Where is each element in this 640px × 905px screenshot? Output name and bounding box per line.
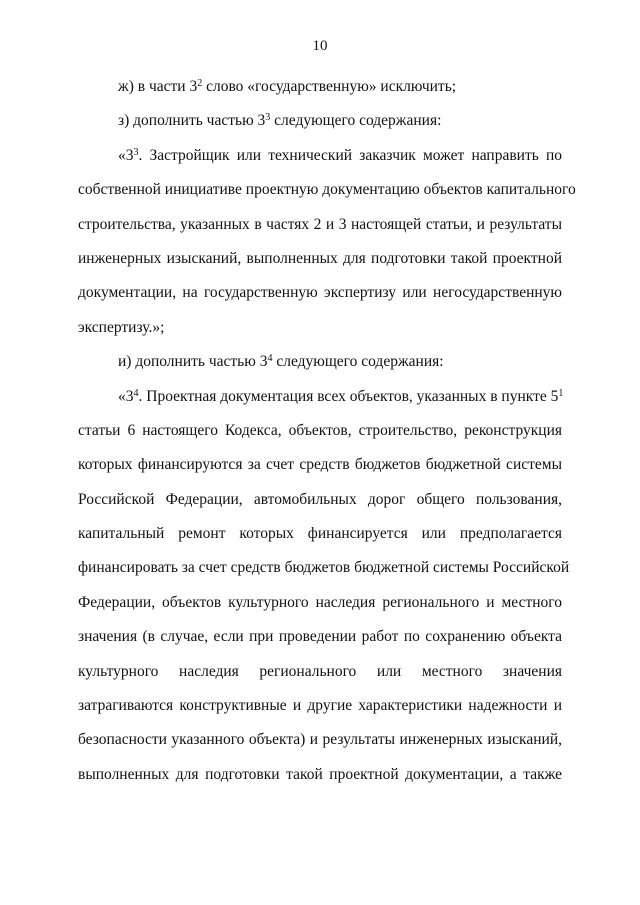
text-segment: ж) в части 3: [118, 78, 198, 95]
text-line: [78, 414, 562, 448]
text-line: [78, 448, 562, 482]
superscript: 2: [197, 78, 203, 89]
superscript: 3: [265, 112, 271, 124]
text-line: [78, 723, 562, 757]
text-line: [78, 586, 562, 620]
text-line: [78, 758, 562, 792]
text-segment: выполненных для подготовки такой проектной документации, а также: [78, 765, 562, 783]
text-line: [78, 104, 562, 138]
text-line: [78, 689, 562, 723]
text-segment: статьи 6 настоящего Кодекса, объектов, строительство, реконструкция: [78, 421, 562, 439]
text-line: [78, 242, 562, 276]
text-line: [78, 70, 562, 104]
text-segment: следующего содержания:: [270, 112, 442, 130]
text-line: [78, 311, 562, 345]
text-segment: и) дополнить частью 3: [118, 353, 268, 371]
text-segment: безопасности указанного объекта) и результаты инженерных изысканий,: [78, 731, 562, 749]
text-segment: следующего содержания:: [272, 353, 444, 371]
text-line: [78, 139, 562, 173]
text-segment: «3: [118, 387, 134, 405]
superscript: 4: [133, 387, 139, 399]
text-segment: культурного наследия регионального или местного значения: [78, 662, 562, 680]
document-body: [78, 70, 576, 792]
text-line: [78, 551, 570, 585]
text-segment: которых финансируются за счет средств бюджетов бюджетной системы: [78, 456, 562, 474]
text-segment: слово «государственную» исключить;: [202, 78, 457, 95]
text-line: [78, 655, 562, 689]
text-segment: строительства, указанных в частях 2 и 3 настоящей статьи, и результаты: [78, 215, 562, 233]
text-segment: собственной инициативе проектную документацию объектов капитального: [78, 181, 576, 199]
text-segment: финансировать за счет средств бюджетов бюджетной системы Российской: [78, 559, 570, 577]
text-line: [78, 345, 562, 379]
text-segment: «3: [118, 146, 134, 164]
text-line: [78, 483, 562, 517]
text-segment: Федерации, объектов культурного наследия регионального и местного: [78, 593, 562, 611]
superscript: 1: [558, 387, 564, 399]
text-segment: значения (в случае, если при проведении работ по сохранению объекта: [78, 628, 562, 646]
text-segment: капитальный ремонт которых финансируется или предполагается: [78, 525, 562, 543]
text-segment: з) дополнить частью 3: [118, 112, 266, 130]
text-segment: . Проектная документация всех объектов, указанных в пункте 5: [138, 387, 559, 405]
text-line: [78, 517, 562, 551]
text-line: [78, 620, 562, 654]
text-segment: . Застройщик или технический заказчик может направить по: [138, 146, 562, 164]
text-line: [78, 173, 576, 207]
text-segment: экспертизу.»;: [78, 318, 165, 336]
text-segment: затрагиваются конструктивные и другие характеристики надежности и: [78, 697, 562, 715]
text-line: [78, 276, 562, 310]
text-line: [78, 380, 562, 414]
text-segment: документации, на государственную экспертизу или негосударственную: [78, 284, 562, 302]
superscript: 4: [267, 353, 273, 365]
superscript: 3: [133, 146, 139, 158]
text-segment: инженерных изысканий, выполненных для подготовки такой проектной: [78, 249, 562, 267]
page-number: 10: [312, 38, 328, 54]
text-segment: Российской Федерации, автомобильных дорог общего пользования,: [78, 490, 562, 508]
text-line: [78, 208, 562, 242]
